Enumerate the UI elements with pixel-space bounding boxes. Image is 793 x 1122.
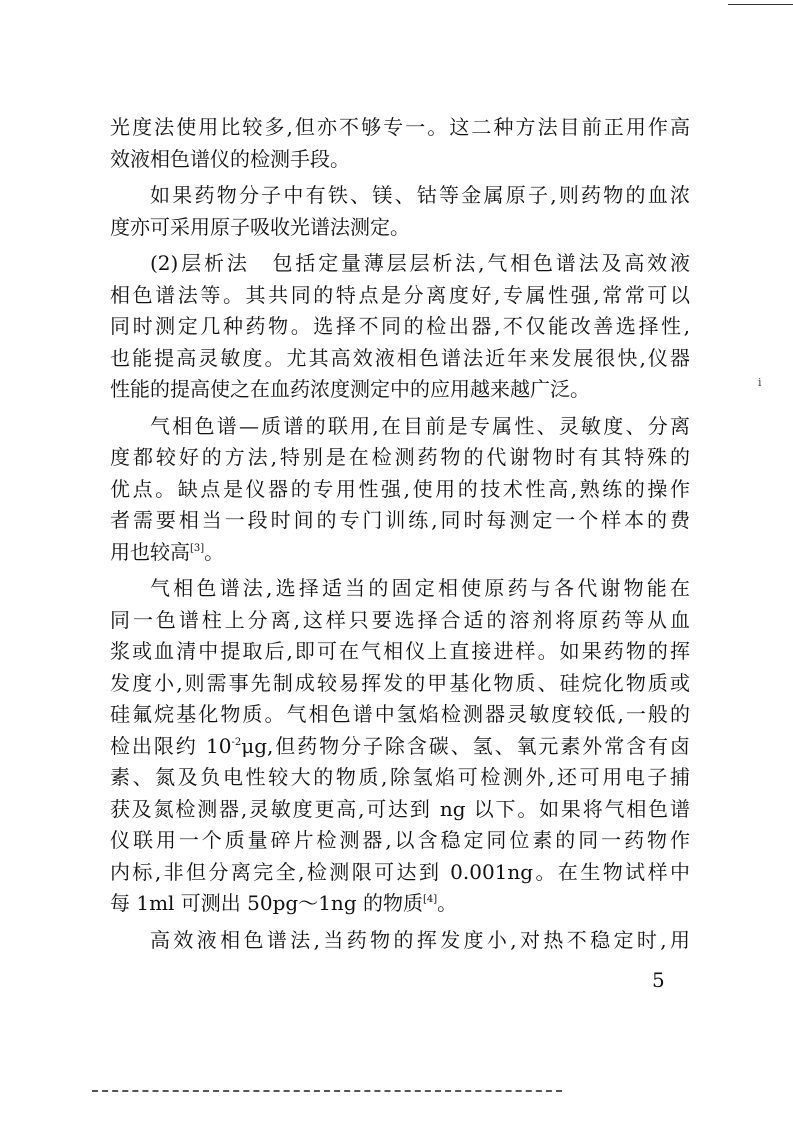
- text-line: [110, 144, 690, 176]
- line-text-after: 。: [437, 891, 458, 915]
- line-text: 高效液相色谱法,当药物的挥发度小,对热不稳定时,用: [150, 927, 690, 952]
- text-line: [110, 343, 690, 375]
- paragraph: [110, 180, 690, 243]
- line-text: 素、氮及负电性较大的物质,除氢焰可检测外,还可用电子捕: [110, 765, 690, 789]
- line-text: 光度法使用比较多,但亦不够专一。这二种方法目前正用作高: [110, 115, 690, 139]
- line-text: 同时测定几种药物。选择不同的检出器,不仅能改善选择性,: [110, 314, 690, 338]
- line-text-after: 。: [204, 539, 225, 564]
- superscript: [4]: [422, 894, 438, 905]
- text-line: [110, 411, 690, 443]
- text-line: [110, 474, 690, 506]
- text-line: [110, 311, 690, 343]
- line-text: 每 1ml 可测出 50pg～1ng 的物质: [110, 891, 423, 915]
- scan-bottom-artifact: [92, 1090, 562, 1092]
- text-line: [110, 636, 690, 668]
- line-text: 同一色谱柱上分离,这样只要选择合适的溶剂将原药等从血: [110, 607, 690, 632]
- superscript: [3]: [190, 542, 205, 554]
- paragraph: [110, 411, 690, 569]
- body-text: [110, 112, 690, 961]
- text-line: [110, 857, 690, 889]
- line-text: 如果药物分子中有铁、镁、钴等金属原子,则药物的血浓: [150, 183, 690, 207]
- line-text: 相色谱法等。其共同的特点是分离度好,专属性强,常常可以: [110, 282, 690, 307]
- text-line: [110, 180, 690, 212]
- scan-edge-rule: [728, 4, 793, 5]
- text-line: [110, 731, 690, 763]
- line-text: 获及氮检测器,灵敏度更高,可达到 ng 以下。如果将气相色谱: [110, 796, 690, 821]
- superscript: -2: [231, 736, 242, 748]
- line-text: 检出限约 10: [110, 733, 232, 758]
- text-line: [110, 825, 690, 857]
- text-line: [110, 248, 690, 280]
- text-line: [110, 505, 690, 537]
- line-text: 气相色谱—质谱的联用,在目前是专属性、灵敏度、分离: [150, 413, 690, 438]
- paragraph: [110, 573, 690, 920]
- line-text: 浆或血清中提取后,即可在气相仪上直接进样。如果药物的挥: [110, 639, 690, 663]
- line-text-after: μg,但药物分子除含碳、氢、氧元素外常含有卤: [241, 733, 690, 758]
- text-line: [110, 442, 690, 474]
- page-number: 5: [652, 968, 665, 992]
- line-text: 仪联用一个质量碎片检测器,以含稳定同位素的同一药物作: [110, 828, 690, 852]
- text-line: [110, 112, 690, 144]
- paragraph: [110, 248, 690, 406]
- line-text: 度都较好的方法,特别是在检测药物的代谢物时有其特殊的: [110, 445, 690, 469]
- line-text: 优点。缺点是仪器的专用性强,使用的技术性高,熟练的操作: [110, 476, 690, 501]
- line-text: 也能提高灵敏度。尤其高效液相色谱法近年来发展很快,仪器: [110, 345, 690, 370]
- paragraph: [110, 925, 690, 957]
- text-line: [110, 794, 690, 826]
- text-line: [110, 212, 690, 244]
- text-line: [110, 925, 690, 957]
- line-text: 内标,非但分离完全,检测限可达到 0.001ng。在生物试样中: [110, 859, 690, 884]
- text-line: [110, 605, 690, 637]
- line-text: 硅氟烷基化物质。气相色谱中氢焰检测器灵敏度较低,一般的: [110, 702, 690, 726]
- text-line: [110, 762, 690, 794]
- line-text: 发度小,则需事先制成较易挥发的甲基化物质、硅烷化物质或: [110, 670, 690, 695]
- scan-speck: i: [758, 376, 762, 389]
- line-text: 效液相色谱仪的检测手段。: [110, 146, 350, 171]
- line-text: 气相色谱法,选择适当的固定相使原药与各代谢物能在: [150, 576, 690, 600]
- paragraph: [110, 112, 690, 175]
- text-line: [110, 374, 690, 406]
- line-text: 者需要相当一段时间的专门训练,同时每测定一个样本的费: [110, 508, 690, 532]
- line-text: 性能的提高使之在血药浓度测定中的应用越来越广泛。: [110, 377, 590, 401]
- text-line: [110, 537, 690, 569]
- text-line: [110, 280, 690, 312]
- line-text: (2)层析法 包括定量薄层层析法,气相色谱法及高效液: [150, 251, 690, 275]
- text-line: [110, 668, 690, 700]
- text-line: [110, 888, 690, 920]
- line-text: 度亦可采用原子吸收光谱法测定。: [110, 214, 410, 239]
- text-line: [110, 699, 690, 731]
- text-line: [110, 573, 690, 605]
- line-text: 用也较高: [110, 539, 190, 564]
